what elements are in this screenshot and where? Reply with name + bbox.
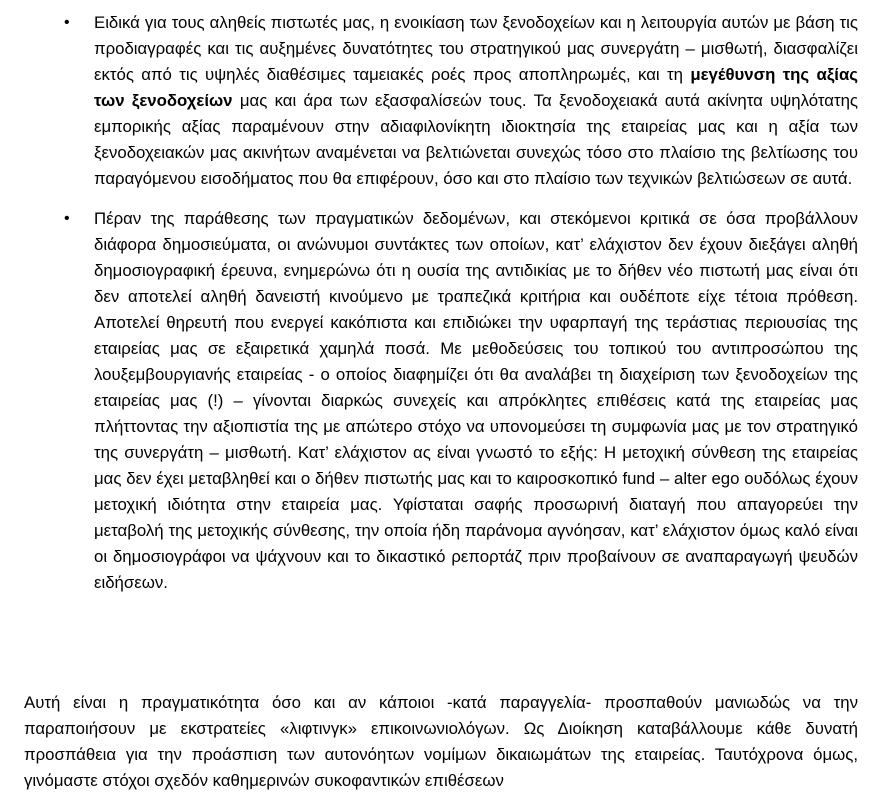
bullet-list (0, 10, 874, 596)
bullet-2-text: Πέραν της παράθεσης των πραγματικών δεδομένων, και στεκόμενοι κριτικά σε όσα προβάλλουν διάφορα δημοσιεύματα, οι ανώνυμοι συντάκτες των οποίων, κατ’ ελάχιστον δεν έχουν διεξάγει αληθή δημοσιογραφική έρευνα, ενημερώνω ότι η ουσία της αντιδικίας με το δήθεν νέο πιστωτή μας είναι ότι δεν αποτελεί αληθή δανειστή κινούμενο με τραπεζικά κριτήρια και ουδέποτε είχε τέτοια πρόθεση. Αποτελεί θηρευτή που ενεργεί κακόπιστα και επιδιώκει την υφαρπαγή της τεράστιας περιουσίας της εταιρείας μας σε εξαιρετικά χαμηλά ποσά. Με μεθοδεύσεις του τοπικού του αντιπροσώπου της λουξεμβουργιανής εταιρείας - ο οποίος διαφημίζει ότι θα αναλάβει τη διαχείριση των ξενοδοχείων της εταιρείας μας (!) – γίνονται διαρκώς συνεχείς και απρόκλητες επιθέσεις κατά της εταιρείας μας πλήττοντας την αξιοπιστία της με απώτερο στόχο να υπονομεύσει τη συμφωνία μας με τον στρατηγικό της συνεργάτη – μισθωτή. Κατ’ ελάχιστον ας είναι γνωστό το εξής: Η μετοχική σύνθεση της εταιρείας μας δεν έχει μεταβληθεί και ο δήθεν πιστωτής μας και το καιροσκοπικό fund – alter ego ουδόλως έχουν μετοχική ιδιότητα στην εταιρεία μας. Υφίσταται σαφής προσωρινή διαταγή που απαγορεύει την μεταβολή της μετοχικής σύνθεσης, την οποία ήδη παράνομα αγνόησαν, κατ’ ελάχιστον όμως καλό είναι οι δημοσιογράφοι να ψάχνουν και το δικαστικό ρεπορτάζ πριν προβαίνουν σε αναπαραγωγή ψευδών ειδήσεων. (94, 209, 858, 592)
bullet-1-text-end: μας και άρα των εξασφαλίσεών τους. Τα ξενοδοχειακά αυτά ακίνητα υψηλότατης εμπορικής αξίας παραμένουν στην αδιαφιλονίκητη ιδιοκτησία της εταιρείας μας και η αξία των ξενοδοχειακών μας ακινήτων αναμένεται να βελτιώνεται συνεχώς τόσο στο πλαίσιο της βελτίωσης του παραγόμενου εισοδήματος που θα επιφέρουν, όσο και στο πλαίσιο των τεχνικών βελτιώσεων σε αυτά. (94, 91, 858, 188)
closing-paragraph: Αυτή είναι η πραγματικότητα όσο και αν κάποιοι -κατά παραγγελία- προσπαθούν μανιωδώς να την παραποιήσουν με εκστρατείες «λιφτινγκ» επικοινωνιολόγων. Ως Διοίκηση καταβάλλουμε κάθε δυνατή προσπάθεια για την προάσπιση των αυτονόητων νομίμων δικαιωμάτων της εταιρείας. Ταυτόχρονα όμως, γινόμαστε στόχοι σχεδόν καθημερινών συκοφαντικών επιθέσεων (24, 693, 858, 790)
bullet-1-bold-phrase: μεγέθυνση της αξίας των ξενοδοχείων (94, 65, 859, 110)
bullet-item-hotels (64, 10, 859, 192)
bullet-item-creditor-dispute (64, 206, 858, 596)
bullet-1-text-start: Ειδικά για τους αληθείς πιστωτές μας, η ενοικίαση των ξενοδοχείων και η λειτουργία αυτών με βάση τις προδιαγραφές και τις αυξημένες δυνατότητες του στρατηγικού μας συνεργάτη – μισθωτή, διασφαλίζει εκτός από τις υψηλές διαθέσιμες ταμειακές ροές προς αποπληρωμές, και τη (94, 13, 858, 84)
bullet-marker: • (64, 210, 70, 227)
bullet-marker: • (64, 14, 70, 31)
